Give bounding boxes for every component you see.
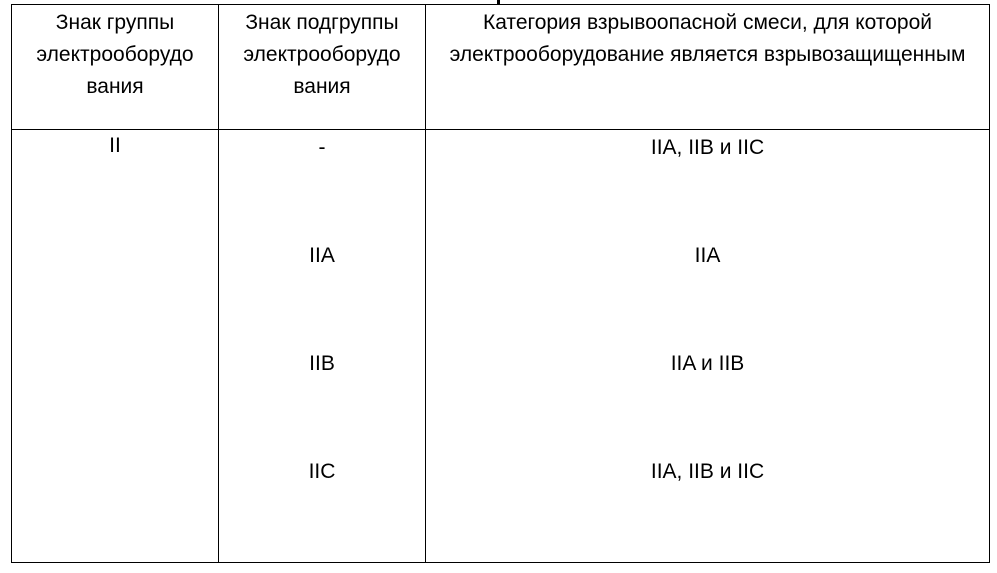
group-cell: II: [12, 130, 219, 563]
subgroup-value: IIB: [309, 352, 335, 375]
subgroup-value: IIA: [309, 244, 335, 267]
subgroup-cell: [219, 130, 426, 563]
header-subgroup-sign: Знак подгруппы электрооборудо вания: [219, 5, 426, 130]
header-group-sign: Знак группы электрооборудо вания: [12, 5, 219, 130]
category-value: IIA, IIB и IIC: [650, 460, 765, 483]
subgroup-value: -: [318, 136, 326, 159]
category-value: IIA и IIB: [670, 352, 745, 375]
header-mixture-category: Категория взрывоопасной смеси, для которой электрооборудование является взрывозащищенным: [426, 5, 990, 130]
category-value: IIA, IIB и IIC: [650, 136, 765, 159]
category-cell: [426, 130, 990, 563]
equipment-group-table: [11, 4, 990, 563]
table-header-row: [12, 5, 990, 130]
subgroup-value: IIC: [308, 460, 336, 483]
category-value: IIA: [694, 244, 721, 267]
table-row: [12, 130, 990, 563]
